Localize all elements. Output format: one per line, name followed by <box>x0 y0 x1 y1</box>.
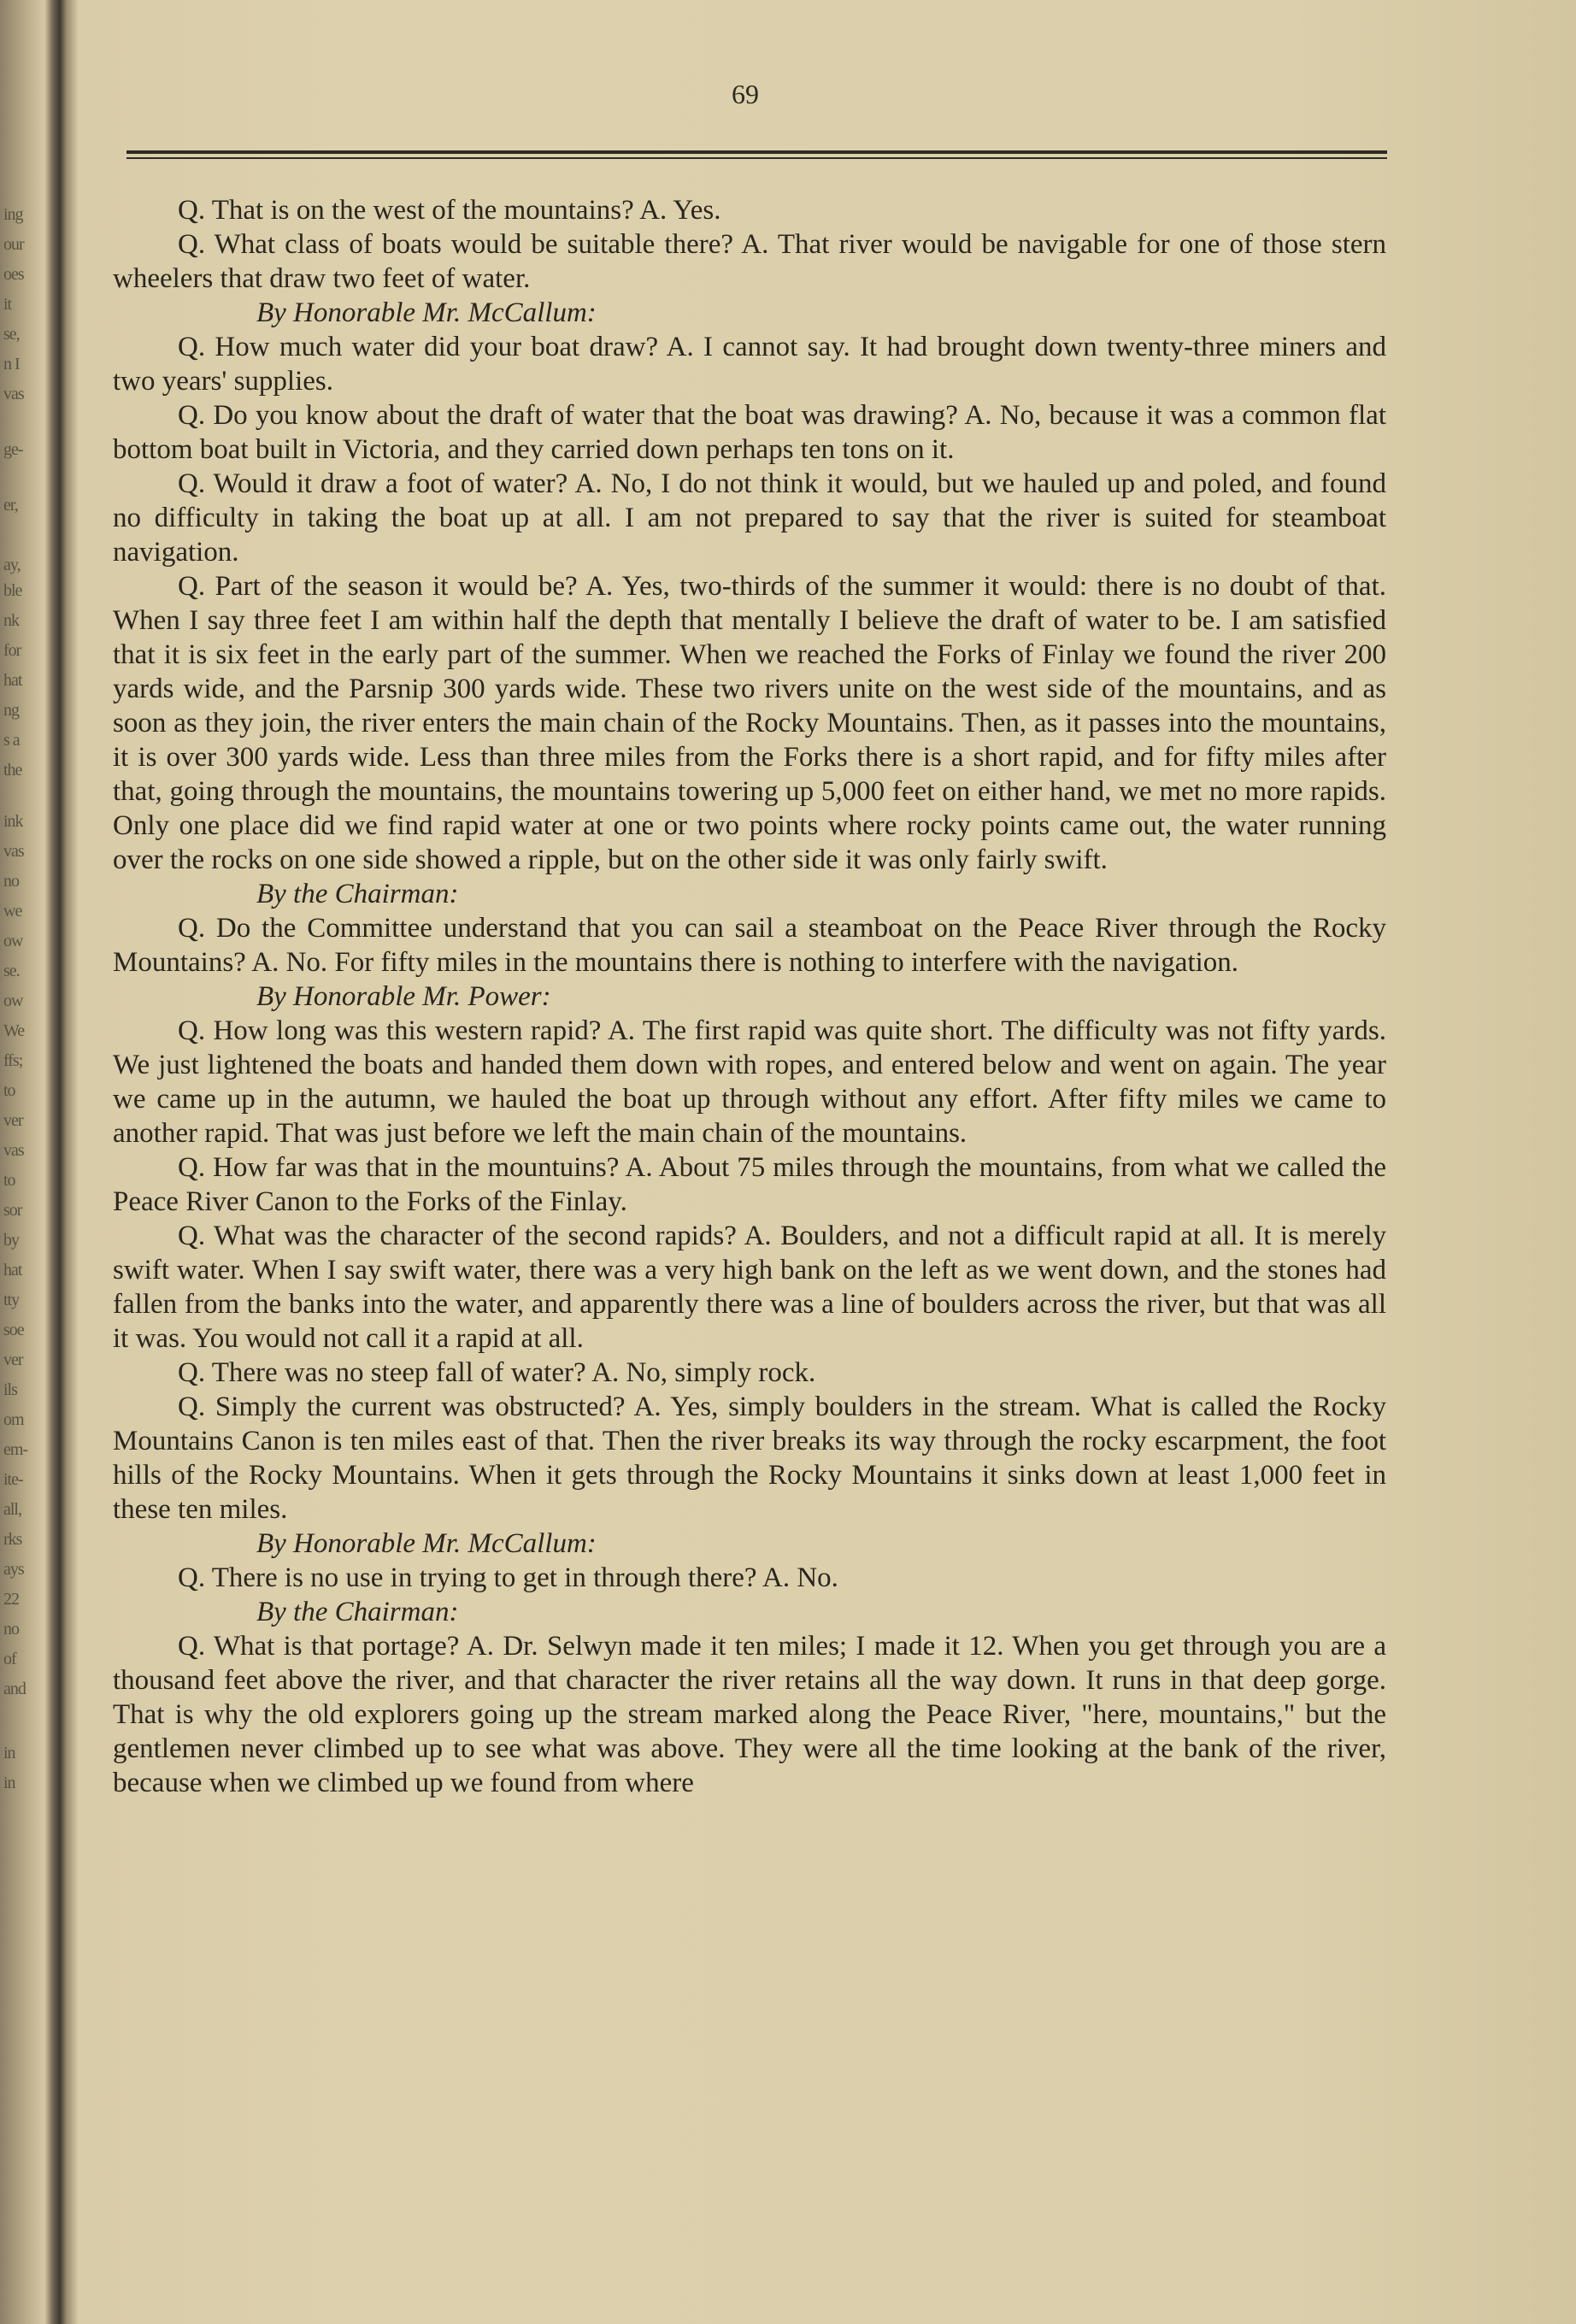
testimony-text <box>113 193 1386 1800</box>
margin-fragment: no <box>3 1620 19 1639</box>
margin-fragment: ay, <box>3 556 21 574</box>
margin-fragment: ing <box>3 205 23 224</box>
speaker-heading: By Honorable Mr. McCallum: <box>256 1528 597 1559</box>
margin-fragment: vas <box>3 385 24 403</box>
margin-fragment: sor <box>3 1201 22 1220</box>
margin-fragment: to <box>3 1081 15 1100</box>
header-rule-thin <box>126 157 1387 159</box>
margin-fragment: all, <box>3 1500 21 1519</box>
qa-paragraph: Q. There was no steep fall of water? A. No, simply rock. <box>178 1357 816 1388</box>
margin-fragment: em- <box>3 1440 28 1459</box>
speaker-heading: By Honorable Mr. Power: <box>256 981 551 1012</box>
qa-paragraph: Q. Do you know about the draft of water that the boat was drawing? A. No, because it was a common flat bottom boat built in Victoria, and they carried down perhaps ten tons on it. <box>113 400 1386 465</box>
margin-fragment: ng <box>3 701 19 720</box>
margin-fragment: it <box>3 295 12 314</box>
margin-fragment: and <box>3 1680 26 1698</box>
margin-fragment: nk <box>3 611 19 630</box>
margin-fragment: our <box>3 235 24 254</box>
qa-paragraph: Q. Do the Committee understand that you can sail a steamboat on the Peace River through the Rocky Mountains? A. No. For fifty miles in the mountains there is nothing to interfere with the navigation. <box>113 913 1386 978</box>
margin-fragment: We <box>3 1021 25 1040</box>
margin-fragment: hat <box>3 671 22 690</box>
margin-fragment: ver <box>3 1350 23 1369</box>
qa-paragraph: Q. Part of the season it would be? A. Yes, two-thirds of the summer it would: there is no doubt of that. When I say three feet I am within half the depth that mentally I believe the draft of water to be. I am satisfied that it is six feet in the early part of the summer. When we reached the Forks of Finlay we found the river 200 yards wide, and the Parsnip 300 yards wide. These two rivers unite on the west side of the mountains, and as soon as they join, the river enters the main chain of the Rocky Mountains. Then, as it passes into the mountains, it is over 300 yards wide. Less than three miles from the Forks there is a short rapid, and for fifty miles after that, going through the mountains, the mountains towering up 5,000 feet on either hand, we met no more rapids. Only one place did we find rapid water at one or two points where rocky points came out, the water running over the rocks on one side showed a ripple, but on the other side it was only fairly swift. <box>113 571 1386 875</box>
margin-fragment: we <box>3 902 22 921</box>
margin-fragment: by <box>3 1231 19 1250</box>
margin-fragment: ils <box>3 1380 17 1399</box>
margin-fragment: vas <box>3 1141 24 1160</box>
speaker-heading: By Honorable Mr. McCallum: <box>256 297 597 328</box>
margin-fragment: in <box>3 1744 15 1762</box>
margin-fragment: in <box>3 1774 15 1792</box>
margin-fragment: ble <box>3 581 22 600</box>
qa-paragraph: Q. What class of boats would be suitable there? A. That river would be navigable for one of those stern wheelers that draw two feet of water. <box>113 229 1386 294</box>
margin-fragment: om <box>3 1410 24 1429</box>
margin-fragment: s a <box>3 731 20 750</box>
margin-fragment: oes <box>3 265 24 284</box>
margin-fragment: ver <box>3 1111 23 1130</box>
margin-fragment: soe <box>3 1321 24 1339</box>
margin-fragment: 22 <box>3 1590 19 1609</box>
margin-fragment: to <box>3 1171 15 1190</box>
qa-paragraph: Q. That is on the west of the mountains? A. Yes. <box>178 195 721 226</box>
qa-paragraph: Q. How far was that in the mountuins? A. About 75 miles through the mountains, from what we called the Peace River Canon to the Forks of the Finlay. <box>113 1152 1386 1217</box>
margin-fragment: the <box>3 761 22 780</box>
qa-paragraph: Q. What is that portage? A. Dr. Selwyn made it ten miles; I made it 12. When you get through you are a thousand feet above the river, and that character the river retains all the way down. It runs in that deep gorge. That is why the old explorers going up the stream marked along the Peace River, "here, mountains," but the gentlemen never climbed up to see what was above. They were all the time looking at the bank of the river, because when we climbed up we found from where <box>113 1631 1386 1798</box>
margin-fragment: ays <box>3 1560 24 1579</box>
qa-paragraph: Q. How much water did your boat draw? A. I cannot say. It had brought down twenty-three miners and two years' supplies. <box>113 332 1386 397</box>
margin-fragment: of <box>3 1650 16 1668</box>
qa-paragraph: Q. How long was this western rapid? A. The first rapid was quite short. The difficulty was not fifty yards. We just lightened the boats and handed them down with ropes, and entered below and went on again. The year we came up in the autumn, we hauled the boat up through without any effort. After fifty miles we came to another rapid. That was just before we left the main chain of the mountains. <box>113 1015 1386 1149</box>
margin-fragment: rks <box>3 1530 22 1549</box>
margin-fragment: ow <box>3 932 23 950</box>
previous-page-margin <box>0 137 51 2188</box>
margin-fragment: hat <box>3 1261 22 1280</box>
margin-fragment: for <box>3 641 21 660</box>
speaker-heading: By the Chairman: <box>256 1597 459 1627</box>
margin-fragment: vas <box>3 842 24 861</box>
margin-fragment: er, <box>3 496 18 515</box>
margin-fragment: tty <box>3 1291 20 1309</box>
margin-fragment: ffs; <box>3 1051 23 1070</box>
margin-fragment: n I <box>3 355 20 374</box>
qa-paragraph: Q. Simply the current was obstructed? A. Yes, simply boulders in the stream. What is called the Rocky Mountains Canon is ten miles east of that. Then the river breaks its way through the rocky escarpment, the foot hills of the Rocky Mountains. When it gets through the Rocky Mountains it sinks down at least 1,000 feet in these ten miles. <box>113 1391 1386 1525</box>
qa-paragraph: Q. What was the character of the second rapids? A. Boulders, and not a difficult rapid at all. It is merely swift water. When I say swift water, there was a very high bank on the left as we went down, and the stones had fallen from the banks into the water, and apparently there was a line of boulders across the river, but that was all it was. You would not call it a rapid at all. <box>113 1221 1386 1354</box>
page-number: 69 <box>732 79 759 109</box>
header-rule-thick <box>126 150 1387 154</box>
margin-fragment: ge- <box>3 440 23 459</box>
margin-fragment: no <box>3 872 19 891</box>
speaker-heading: By the Chairman: <box>256 879 459 909</box>
qa-paragraph: Q. Would it draw a foot of water? A. No, I do not think it would, but we hauled up and poled, and found no difficulty in taking the boat up at all. I am not prepared to say that the river is suited for steamboat navigation. <box>113 468 1386 568</box>
margin-fragment: ow <box>3 991 23 1010</box>
margin-fragment: ink <box>3 812 23 831</box>
margin-fragment: se. <box>3 962 20 980</box>
qa-paragraph: Q. There is no use in trying to get in through there? A. No. <box>178 1562 838 1593</box>
margin-fragment: ite- <box>3 1470 23 1489</box>
margin-fragment: se, <box>3 325 20 344</box>
